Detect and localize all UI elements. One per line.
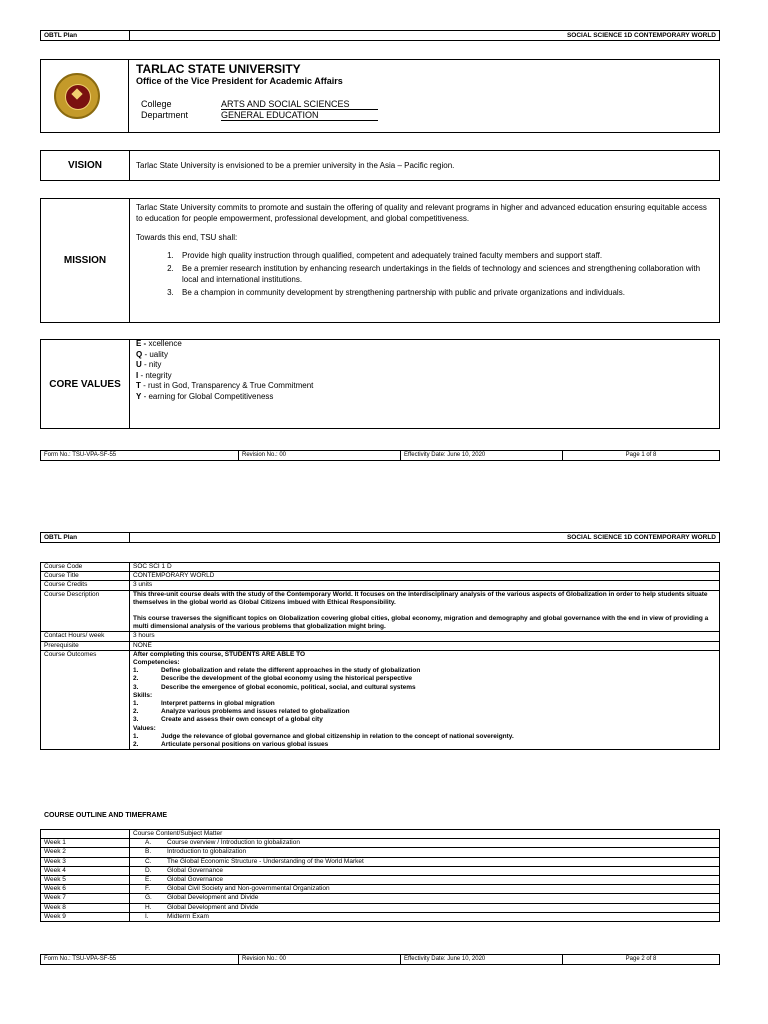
page1-header bbox=[40, 30, 720, 41]
outcomes-intro: After completing this course, STUDENTS ARE ABLE TO bbox=[133, 650, 306, 658]
table-row: Week 3 C. The Global Economic Structure - Understanding of the World Market bbox=[41, 857, 720, 866]
outcome-item: 1. Define globalization and relate the different approaches in the study of globalization bbox=[133, 667, 421, 675]
outcome-item: 2. Describe the development of the global economy using the historical perspective bbox=[133, 675, 413, 683]
core-value-item: Y - earning for Global Competitiveness bbox=[136, 391, 274, 401]
office-name: Office of the Vice President for Academic Affairs bbox=[136, 76, 343, 86]
course-credits-label: Course Credits bbox=[41, 581, 130, 590]
table-row: Week 7 G. Global Development and Divide bbox=[41, 894, 720, 903]
header-left: OBTL Plan bbox=[44, 32, 78, 39]
footer-revision: Revision No.: 00 bbox=[239, 955, 401, 964]
outline-title: COURSE OUTLINE AND TIMEFRAME bbox=[44, 812, 168, 819]
mission-intro: Tarlac State University commits to promote and sustain the offering of quality and relevant programs in higher and advanced education ensuring equitable access to education for people empowerment, professional development, and global competitiveness. bbox=[136, 203, 707, 223]
core-values-list bbox=[136, 339, 713, 402]
core-value-item: T - rust in God, Transparency & True Commitment bbox=[136, 381, 314, 390]
table-row: Week 8 H. Global Development and Divide bbox=[41, 903, 720, 912]
table-row: Week 5 E. Global Governance bbox=[41, 876, 720, 885]
course-code: SOC SCI 1 D bbox=[130, 563, 720, 572]
contact-hours: 3 hours bbox=[130, 632, 720, 641]
outcome-item: 3. Create and assess their own concept of a global city bbox=[133, 716, 323, 724]
prerequisite-label: Prerequisite bbox=[41, 641, 130, 650]
skills-label: Skills: bbox=[133, 691, 153, 699]
core-values-block bbox=[40, 339, 720, 429]
mission-item: 2. Be a premier research institution by enhancing research undertakings in the fields of technology and sciences and strengthening collaboration with local and international institutions. bbox=[176, 264, 713, 285]
footer-page: Page 1 of 8 bbox=[625, 452, 657, 458]
outcome-item: 2. Articulate personal positions on various global issues bbox=[133, 741, 329, 749]
mission-item: 3. Be a champion in community development by strengthening partnership with public and private organizations and individuals. bbox=[176, 288, 713, 299]
university-seal-icon bbox=[54, 73, 100, 119]
outcome-item: 3. Describe the emergence of global economic, political, social, and cultural systems bbox=[133, 683, 416, 691]
vision-label: VISION bbox=[41, 151, 130, 180]
college-value: ARTS AND SOCIAL SCIENCES bbox=[221, 99, 378, 110]
page2-footer bbox=[40, 954, 720, 965]
page1-footer bbox=[40, 450, 720, 461]
mission-block bbox=[40, 198, 720, 323]
mission-towards: Towards this end, TSU shall: bbox=[136, 233, 238, 242]
core-value-item: E - xcellence bbox=[136, 339, 182, 348]
course-description-label: Course Description bbox=[41, 590, 130, 632]
values-label: Values: bbox=[133, 724, 156, 732]
mission-item: 1. Provide high quality instruction through qualified, competent and adequately trained faculty members and support staff. bbox=[176, 251, 713, 262]
footer-revision: Revision No.: 00 bbox=[239, 451, 401, 460]
footer-form: Form No.: TSU-VPA-SF-55 bbox=[41, 955, 239, 964]
footer-effectivity: Effectivity Date: June 10, 2020 bbox=[401, 451, 563, 460]
core-value-item: Q - uality bbox=[136, 349, 169, 359]
header-left: OBTL Plan bbox=[44, 534, 78, 541]
course-title: CONTEMPORARY WORLD bbox=[130, 572, 720, 581]
university-block bbox=[40, 59, 720, 133]
course-outcomes-label: Course Outcomes bbox=[41, 650, 130, 749]
core-value-item: U - nity bbox=[136, 360, 162, 369]
outline-table bbox=[40, 829, 720, 922]
course-code-label: Course Code bbox=[41, 563, 130, 572]
footer-effectivity: Effectivity Date: June 10, 2020 bbox=[401, 955, 563, 964]
mission-label: MISSION bbox=[41, 199, 130, 322]
course-info-table bbox=[40, 562, 720, 750]
header-right: SOCIAL SCIENCE 1D CONTEMPORARY WORLD bbox=[566, 32, 716, 39]
footer-page: Page 2 of 8 bbox=[625, 956, 657, 962]
college-label: College bbox=[141, 99, 172, 109]
table-row: Week 2 B. Introduction to globalization bbox=[41, 848, 720, 857]
outcome-item: 2. Analyze various problems and issues related to globalization bbox=[133, 708, 350, 716]
vision-block bbox=[40, 150, 720, 181]
course-description-1: This three-unit course deals with the study of the Contemporary World. It focuses on the interdisciplinary analysis of the various aspects of Globalization in order to help students situate themselves in the global world as Global Citizens imbued with Ethical Responsibility. bbox=[133, 590, 708, 606]
footer-form: Form No.: TSU-VPA-SF-55 bbox=[41, 451, 239, 460]
page2-header bbox=[40, 532, 720, 543]
department-label: Department bbox=[141, 110, 189, 120]
table-row: Week 4 D. Global Governance bbox=[41, 866, 720, 875]
department-value: GENERAL EDUCATION bbox=[221, 110, 378, 121]
course-credits: 3 units bbox=[130, 581, 720, 590]
outcome-item: 1. Interpret patterns in global migration bbox=[133, 700, 275, 708]
core-values-label: CORE VALUES bbox=[41, 340, 130, 428]
table-row: Week 1 A. Course overview / Introduction to globalization bbox=[41, 839, 720, 848]
outline-header: Course Content/Subject Matter bbox=[130, 830, 720, 839]
core-value-item: I - ntegrity bbox=[136, 370, 172, 380]
mission-list bbox=[136, 251, 713, 299]
header-right: SOCIAL SCIENCE 1D CONTEMPORARY WORLD bbox=[566, 534, 716, 541]
outcome-item: 1. Judge the relevance of global governance and global citizenship in relation to the concept of national sovereignty. bbox=[133, 732, 514, 740]
course-description-2: This course traverses the significant topics on Globalization covering global cities, global economy, migration and demography and global governance with the end in view of providing a multi dimensional analysis of the various problems that globalization might bring. bbox=[133, 615, 709, 631]
contact-hours-label: Contact Hours/ week bbox=[41, 632, 130, 641]
vision-text: Tarlac State University is envisioned to be a premier university in the Asia – Pacific region. bbox=[136, 161, 455, 170]
prerequisite: NONE bbox=[130, 641, 720, 650]
university-name: TARLAC STATE UNIVERSITY bbox=[136, 62, 301, 76]
table-row: Week 6 F. Global Civil Society and Non-governmental Organization bbox=[41, 885, 720, 894]
competencies-label: Competencies: bbox=[133, 659, 180, 667]
table-row: Week 9 I. Midterm Exam bbox=[41, 912, 720, 921]
course-title-label: Course Title bbox=[41, 572, 130, 581]
